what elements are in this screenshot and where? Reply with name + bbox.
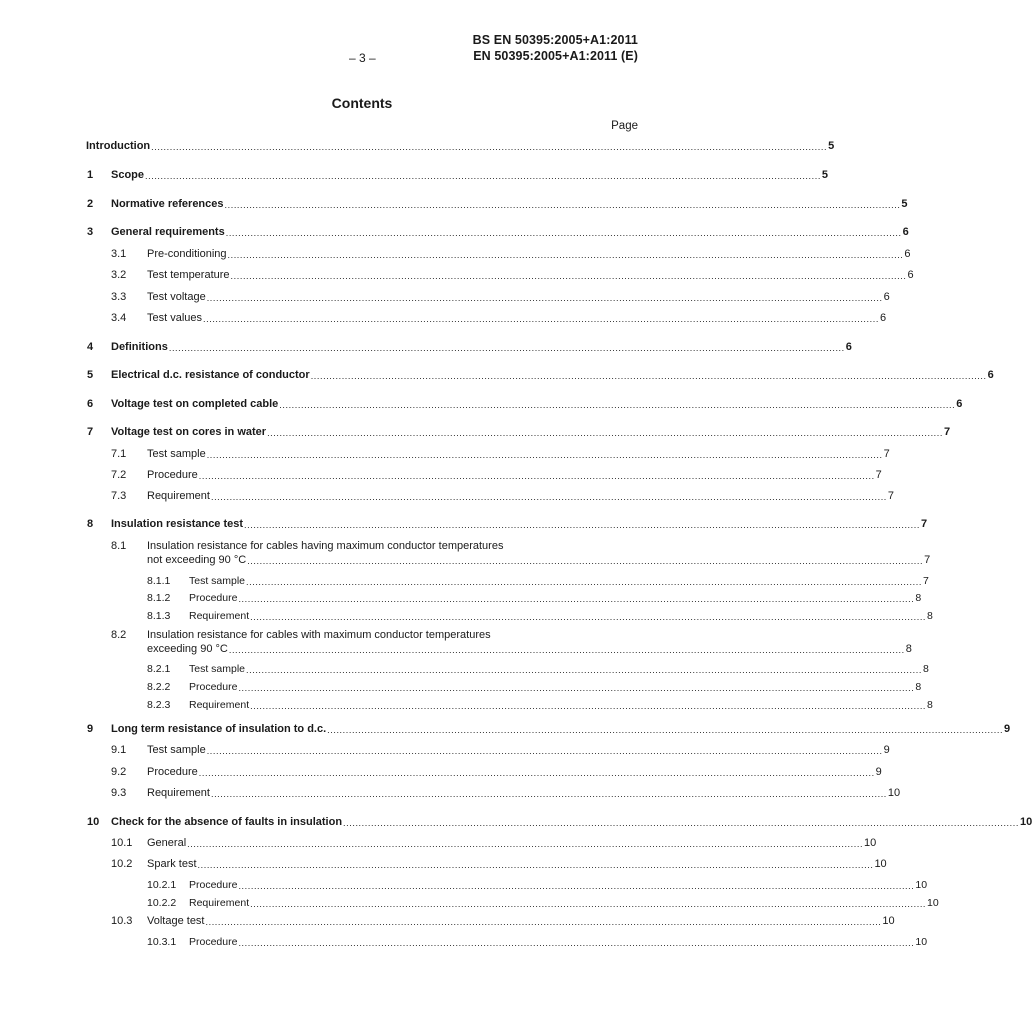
toc-number: 4 [87,341,94,353]
toc-number: 8 [87,518,94,530]
toc-entry-test-sample[interactable]: Test sample .......................................................................................................................................................................................................................... 9 [147,744,890,756]
toc-number: 10 [87,816,100,828]
toc-number: 9 [87,723,94,735]
toc-number: 10.3.1 [147,936,177,948]
toc-number: 3 [87,226,94,238]
page-column-label: Page [611,120,638,132]
toc-number: 8.1.3 [147,610,171,622]
toc-entry-introduction[interactable]: Introduction .......................................................................................................................................................................................................................... 5 [86,140,835,152]
toc-entry-requirement[interactable]: Requirement .......................................................................................................................................................................................................................... 10 [147,787,901,799]
toc-entry-requirement[interactable]: Requirement .......................................................................................................................................................................................................................... 8 [189,610,933,622]
toc-entry-test-values[interactable]: Test values .......................................................................................................................................................................................................................... 6 [147,312,887,324]
toc-number: 2 [87,198,94,210]
toc-entry-procedure[interactable]: Procedure .......................................................................................................................................................................................................................... 10 [189,936,928,948]
toc-entry-requirement[interactable]: Requirement .......................................................................................................................................................................................................................... 10 [189,897,939,909]
toc-number: 3.4 [111,312,127,324]
toc-entry-normative-references[interactable]: Normative references .......................................................................................................................................................................................................................... 5 [111,198,908,210]
toc-entry-general-requirements[interactable]: General requirements .......................................................................................................................................................................................................................... 6 [111,226,909,238]
toc-number: 10.2.2 [147,897,177,909]
toc-entry-electrical-dc-resistance[interactable]: Electrical d.c. resistance of conductor .......................................................................................................................................................................................................................... 6 [111,369,994,381]
header-page-number: – 3 – [349,51,376,65]
toc-number: 8.2.3 [147,699,171,711]
toc-entry-insulation-resistance-exceeding-90[interactable]: exceeding 90 °C .......................................................................................................................................................................................................................... 8 [147,643,912,655]
toc-number: 8.2.1 [147,663,171,675]
toc-number: 7.3 [111,490,127,502]
toc-entry-test-temperature[interactable]: Test temperature .......................................................................................................................................................................................................................... 6 [147,269,914,281]
toc-number: 8.2.2 [147,681,171,693]
toc-entry-scope[interactable]: Scope .......................................................................................................................................................................................................................... 5 [111,169,829,181]
toc-number: 10.3 [111,915,133,927]
toc-entry-requirement[interactable]: Requirement .......................................................................................................................................................................................................................... 7 [147,490,895,502]
toc-number: 8.1 [111,540,127,552]
toc-number: 10.2 [111,858,133,870]
toc-number: 8.1.1 [147,575,171,587]
toc-entry-procedure[interactable]: Procedure .......................................................................................................................................................................................................................... 8 [189,592,922,604]
toc-number: 7.2 [111,469,127,481]
toc-number: 3.1 [111,248,127,260]
toc-entry-spark-test[interactable]: Spark test .......................................................................................................................................................................................................................... 10 [147,858,887,870]
toc-entry-test-sample[interactable]: Test sample .......................................................................................................................................................................................................................... 7 [147,448,890,460]
toc-entry-procedure[interactable]: Procedure .......................................................................................................................................................................................................................... 9 [147,766,882,778]
header-standard-en: EN 50395:2005+A1:2011 (E) [473,49,638,63]
toc-number: 8.2 [111,629,127,641]
toc-entry-check-absence-of-faults[interactable]: Check for the absence of faults in insulation .......................................................................................................................................................................................................................... 10 [111,816,1032,828]
toc-number: 3.3 [111,291,127,303]
toc-entry-definitions[interactable]: Definitions .......................................................................................................................................................................................................................... 6 [111,341,852,353]
toc-entry-pre-conditioning[interactable]: Pre-conditioning .......................................................................................................................................................................................................................... 6 [147,248,911,260]
toc-entry-voltage-test-completed-cable[interactable]: Voltage test on completed cable .......................................................................................................................................................................................................................... 6 [111,398,963,410]
toc-entry-procedure[interactable]: Procedure .......................................................................................................................................................................................................................... 8 [189,681,922,693]
toc-entry-test-voltage[interactable]: Test voltage .......................................................................................................................................................................................................................... 6 [147,291,890,303]
toc-number: 7 [87,426,94,438]
toc-number: 9.3 [111,787,127,799]
toc-entry-procedure[interactable]: Procedure .......................................................................................................................................................................................................................... 10 [189,879,928,891]
page-title: Contents [331,95,393,111]
toc-number: 9.1 [111,744,127,756]
toc-entry-insulation-resistance-test[interactable]: Insulation resistance test .......................................................................................................................................................................................................................... 7 [111,518,928,530]
toc-number: 7.1 [111,448,127,460]
toc-entry-label-line1: Insulation resistance for cables having maximum conductor temperatures [147,540,504,552]
toc-entry-insulation-resistance-not-exceeding-90[interactable]: not exceeding 90 °C .......................................................................................................................................................................................................................... 7 [147,554,931,566]
toc-entry-voltage-test-cores-in-water[interactable]: Voltage test on cores in water .......................................................................................................................................................................................................................... 7 [111,426,951,438]
toc-entry-test-sample[interactable]: Test sample .......................................................................................................................................................................................................................... 7 [189,575,929,587]
toc-entry-requirement[interactable]: Requirement .......................................................................................................................................................................................................................... 8 [189,699,933,711]
toc-entry-procedure[interactable]: Procedure .......................................................................................................................................................................................................................... 7 [147,469,882,481]
toc-entry-general[interactable]: General .......................................................................................................................................................................................................................... 10 [147,837,877,849]
toc-entry-voltage-test[interactable]: Voltage test .......................................................................................................................................................................................................................... 10 [147,915,895,927]
toc-number: 10.2.1 [147,879,177,891]
header-standard-bs: BS EN 50395:2005+A1:2011 [472,33,638,47]
toc-number: 3.2 [111,269,127,281]
toc-number: 1 [87,169,94,181]
toc-entry-long-term-resistance[interactable]: Long term resistance of insulation to d.c. .......................................................................................................................................................................................................................... 9 [111,723,1011,735]
toc-number: 5 [87,369,94,381]
toc-number: 6 [87,398,94,410]
toc-entry-label-line1: Insulation resistance for cables with maximum conductor temperatures [147,629,491,641]
toc-entry-test-sample[interactable]: Test sample .......................................................................................................................................................................................................................... 8 [189,663,929,675]
toc-number: 9.2 [111,766,127,778]
toc-number: 8.1.2 [147,592,171,604]
toc-number: 10.1 [111,837,133,849]
